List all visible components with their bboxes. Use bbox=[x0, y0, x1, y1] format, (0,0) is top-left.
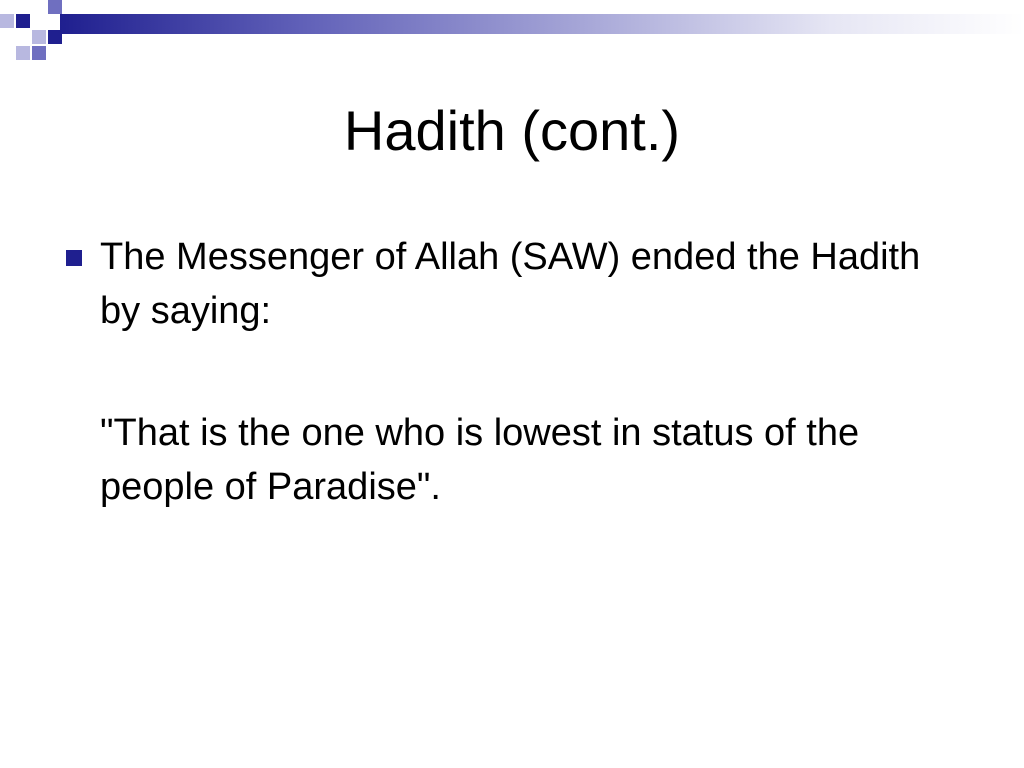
bullet-text: The Messenger of Allah (SAW) ended the Hadith by saying: bbox=[100, 236, 921, 332]
decor-square-light bbox=[0, 14, 14, 28]
square-bullet-icon bbox=[66, 250, 82, 266]
quote-paragraph: "That is the one who is lowest in status of the people of Paradise". bbox=[100, 412, 860, 508]
decor-square-light bbox=[16, 46, 30, 60]
gradient-header-bar bbox=[60, 14, 1024, 34]
slide-title: Hadith (cont.) bbox=[343, 99, 681, 162]
bullet-item bbox=[60, 230, 960, 338]
checker-squares-decor bbox=[0, 0, 120, 70]
decor-square-mid bbox=[32, 46, 46, 60]
decor-square-light bbox=[32, 30, 46, 44]
decor-square-navy bbox=[16, 14, 30, 28]
decor-square-mid bbox=[48, 0, 62, 14]
slide-body bbox=[60, 230, 960, 514]
